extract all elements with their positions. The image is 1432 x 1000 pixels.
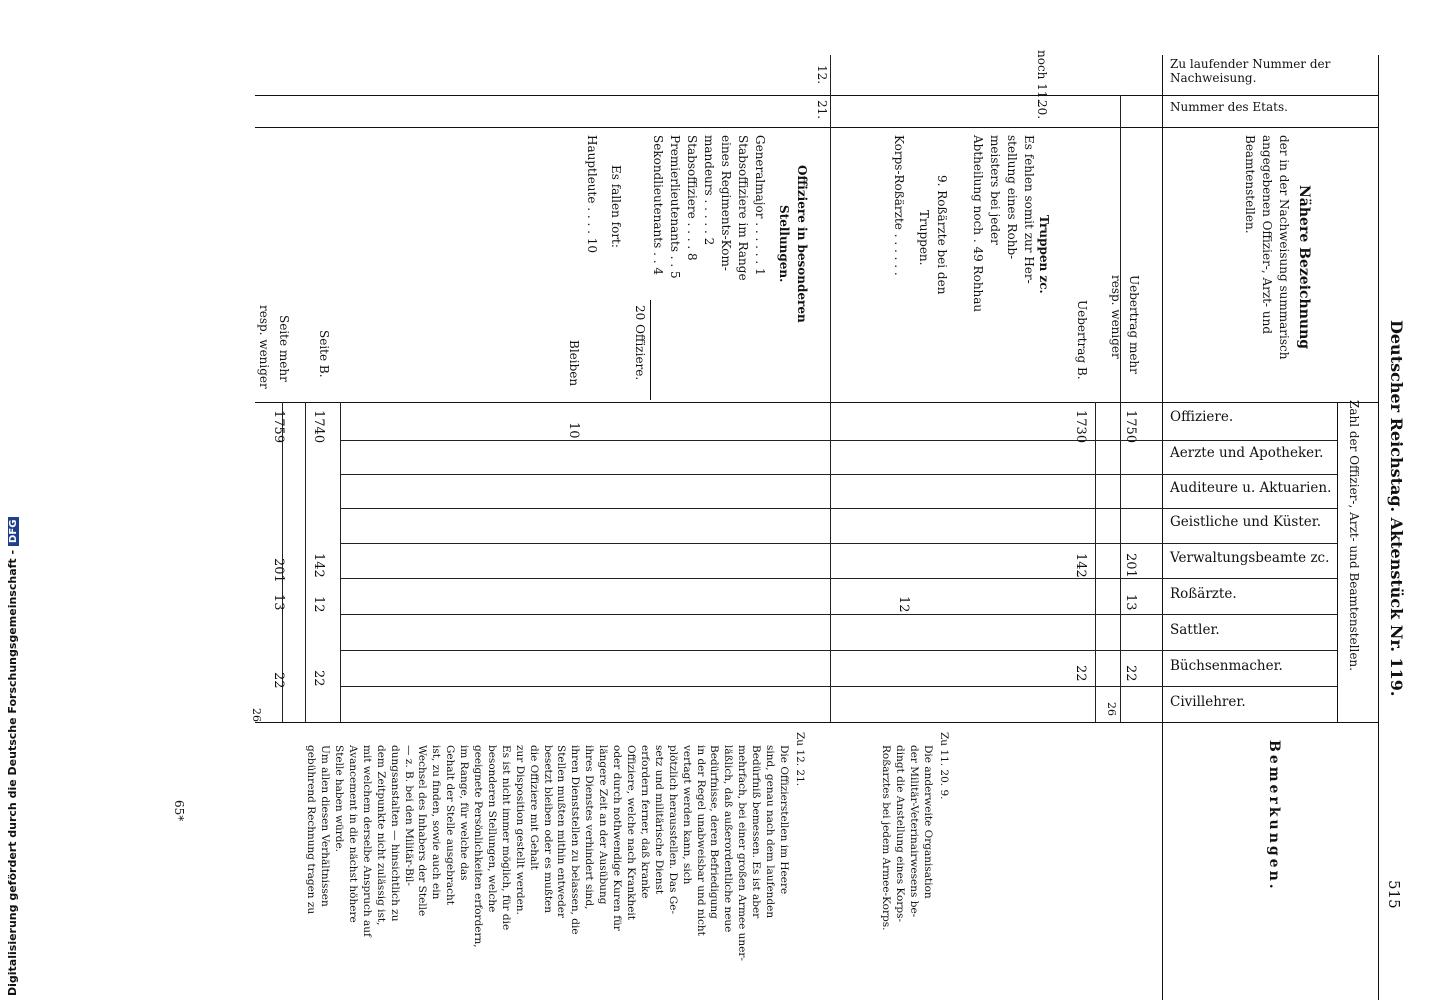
remark-line: gebührend Rechnung tragen zu — [305, 745, 318, 915]
remark-line: Gehalt der Stelle ausgebracht — [444, 745, 457, 905]
remark-line: mit welchem derselbe Anspruch auf — [360, 745, 373, 937]
vets-troops: 12 — [896, 596, 911, 613]
remark-line: der Militär-Veterinairwesens be- — [908, 745, 920, 918]
remark-2-body — [303, 745, 790, 961]
officers-b: 1730 — [1073, 410, 1088, 444]
remark-line: Stellen mußten mithin entweder — [555, 745, 568, 919]
officers-sum-more: 1759 — [271, 410, 286, 444]
archive-stamp: 65* — [172, 800, 186, 822]
troops-title: Truppen zc. — [1037, 215, 1051, 294]
row-vets: Roßärzte. — [1170, 586, 1237, 602]
sum-more-label: Seite mehr — [277, 315, 291, 382]
remark-1: Zu 11. 20. 9. — [938, 732, 950, 800]
admin-carry: 201 — [1123, 553, 1138, 578]
row-rule-etat — [255, 95, 1162, 96]
remark-line: Es ist nicht immer möglich, für die — [499, 745, 512, 931]
row-rule-remarks — [255, 722, 1378, 723]
remark-line: ihres Dienstes verhindert sind, — [583, 745, 596, 910]
row-saddlers: Sattler. — [1170, 622, 1220, 638]
officers-sum-b: 1740 — [311, 410, 326, 444]
nr-c: 12. — [815, 65, 829, 85]
sum-less-label: resp. weniger — [257, 305, 271, 389]
teachers-carry: 26 — [1105, 702, 1118, 716]
remark-line: in der Regel unabweisbar und nicht — [694, 745, 707, 936]
group-header-scan: Zahl der Offizier-, Arzt- und Beamtenstellen. — [1347, 400, 1361, 671]
remark-line: vertagt werden kann, sich — [680, 745, 693, 885]
remark-line: die Offiziere mit Gehalt — [527, 745, 540, 870]
page-number-scan: 515 — [1385, 880, 1403, 909]
remark-line: dem Zeitpunkte nicht zulässig ist, — [374, 745, 387, 926]
row-doctors: Aerzte und Apotheker. — [1170, 445, 1324, 461]
row-officers: Offiziere. — [1170, 409, 1234, 425]
remark-line: erfordern ferner, daß kranke — [638, 745, 651, 899]
scan-view: Zu laufender Nummer der Nachweisung. Nummer des Etats. Offiziere. Aerzte und Apotheker. Auditeure u. Aktuarien. Geistliche und Küster. Verwaltungsbeamte zc. Roßärzte. Sattler. Büchsenmacher. Civillehrer. Deutscher Reichstag. Aktenstück Nr. 119. 515 Zahl der Offizier-, Arzt- und Beamtenstellen. Bemerkungen. Nähere Bezeichnung der in der Nachweisung summarisch angegebenen Offizier-, Arzt- und Beamtenstellen. noch 11. 20. 12. 21. Uebertrag mehr resp. weniger Uebertrag B. Truppen zc. Es fehlen somit zur Her- stellung eines Rohb- meisters bei jeder Abtheilung noch . 49 Rohhau 9. Roßärzte bei den Truppen. Korps-Roßärzte . . . . . . Offiziere in besonderen Stellungen. Generalmajor . . . . . . 1 Stabsoffiziere im Range eines Regiments-Kom- mandeurs . . . . . 2 Stabsoffiziere . . . . 8 Premierlieutenants . . 5 Sekondlieutenants . . 4 20 Offiziere. Es fallen fort: Hauptleute . . . . 10 Bleiben Seite B. Seite mehr resp. weniger 1750 1730 10 1740 1759 201 142 142 201 13 12 12 13 22 22 22 22 26 26 Zu 11. 20. 9. Die anderweite Organisation der Militär-Veterinairwesens be- dingt die Anstellung eines Korps- Roßarztes bei jedem Armee-Korps. Zu 12. 21. Die Offizierstellen im Heere sind, genau nach dem laufenden Bedürfniß bemessen. Es ist aber mehrfach, bei einer großen Armee uner- läßlich, daß außerordentliche neue Bedürfnisse, deren Befriedigung in der Regel unabweisbar und nicht vertagt werden kann, sich plötzlich herausstellen. Das Ge- setz und militärische Dienst erfordern ferner, daß kranke Offiziere, welche nach Krankheit oder durch nothwendige Kuren für längere Zeit an der Ausübung ihres Dienstes verhindert sind, ihren Dienststellen zu belassen, die Stellen mußten mithin entweder besetzt bleiben oder es mußten die Offiziere mit Gehalt zur Disposition gestellt werden. Es ist nicht immer möglich, für die besonderen Stellungen, welche geeignete Persönlichkeiten erfordern, im Range, für welche das Gehalt der Stelle ausgebracht ist, zu finden, sowie auch ein Wechsel des Inhabers der Stelle — z. B. bei den Militär-Bil- dungsanstalten — hinsichtlich zu dem Zeitpunkte nicht zulässig ist, mit welchem derselbe Anspruch auf Avancement in die nächst höhere Stelle haben würde. Um allen diesen Verhältnissen gebührend Rechnung tragen zu 65* — [0, 0, 1432, 1000]
row-clergy: Geistliche und Küster. — [1170, 514, 1322, 530]
remark-line: Offiziere, welche nach Krankheit — [625, 745, 638, 920]
remark-line: mehrfach, bei einer großen Armee uner- — [736, 745, 749, 961]
officers-title: Offiziere in besonderen — [795, 165, 809, 323]
etat-nr-header-scan: Nummer des Etats. — [1170, 100, 1288, 114]
vets-sum-more: 13 — [271, 594, 286, 611]
remark-line: oder durch nothwendige Kuren für — [611, 745, 624, 931]
remark-line: zur Disposition gestellt werden. — [513, 745, 526, 915]
remark-line: Die anderweite Organisation — [922, 745, 934, 899]
right-edge — [1378, 55, 1379, 1000]
remarks-header: Bemerkungen. — [1266, 740, 1282, 892]
vets-carry: 13 — [1123, 594, 1138, 611]
remark-line: im Range, für welche das — [458, 745, 471, 881]
admin-sum-more: 201 — [271, 558, 286, 583]
lfd-nr-header: Zu laufender Nummer der Nachweisung. — [1170, 57, 1331, 85]
row-gunsmiths: Büchsenmacher. — [1170, 658, 1283, 674]
nr-d: 21. — [815, 100, 829, 120]
gun-b: 22 — [1073, 665, 1088, 682]
admin-b: 142 — [1073, 553, 1088, 578]
remark-line: dungsanstalten — hinsichtlich zu — [388, 745, 401, 922]
row-auditors: Auditeure u. Aktuarien. — [1170, 480, 1332, 496]
row-rule-designation — [255, 127, 1378, 128]
group-divider — [1337, 402, 1338, 722]
remark-line: Wechsel des Inhabers der Stelle — [416, 745, 429, 917]
teachers-sum-more: 26 — [250, 708, 263, 722]
nr-b: 20. — [1035, 100, 1049, 120]
remark-line: läßlich, daß außerordentliche neue — [722, 745, 735, 933]
remark-line: — z. B. bei den Militär-Bil- — [402, 745, 415, 886]
remark-line: Bedürfniß bemessen. Es ist aber — [750, 745, 763, 919]
vets-sum-b: 12 — [311, 596, 326, 613]
remark-line: Stelle haben würde. — [333, 745, 345, 852]
remark-line: Um allen diesen Verhältnissen — [319, 745, 332, 907]
row-rule-numbers — [255, 402, 1378, 403]
carry-label-2: resp. weniger — [1109, 275, 1123, 359]
document-title-scan: Deutscher Reichstag. Aktenstück Nr. 119. — [1387, 320, 1406, 697]
remark-line: Avancement in die nächst höhere — [346, 745, 359, 923]
dfg-logo: DFG — [8, 517, 19, 546]
gun-carry: 22 — [1123, 665, 1138, 682]
carry-label-1: Uebertrag mehr — [1127, 275, 1141, 374]
remark-line: sind, genau nach dem laufenden — [764, 745, 777, 919]
remark-line: setz und militärische Dienst — [652, 745, 665, 895]
row-admin: Verwaltungsbeamte zc. — [1170, 550, 1330, 566]
vets-line-3: Korps-Roßärzte . . . . . . — [892, 135, 906, 276]
admin-sum-b: 142 — [311, 553, 326, 578]
remark-line: längere Zeit an der Ausübung — [597, 745, 610, 905]
gun-sum-more: 22 — [271, 672, 286, 689]
remark-line: besetzt bleiben oder es mußten — [541, 745, 554, 914]
remark-line: ist, zu finden, sowie auch ein — [430, 745, 443, 900]
officers-remain: 10 — [566, 422, 581, 439]
carry-b-label: Uebertrag B. — [1075, 300, 1089, 380]
gun-sum-b: 22 — [311, 670, 326, 687]
remark-line: geeignete Persönlichkeiten erfordern, — [472, 745, 485, 948]
remark-line: plötzlich herausstellen. Das Ge- — [666, 745, 679, 914]
remark-line: Die Offizierstellen im Heere — [778, 745, 790, 895]
designation-sub: der in der Nachweisung summarisch angegebenen Offizier-, Arzt- und Beamtenstellen. — [1243, 135, 1291, 360]
officers-carry: 1750 — [1123, 410, 1138, 444]
vets-line-2: Truppen. — [917, 210, 931, 266]
nr-a: noch 11. — [1035, 50, 1049, 103]
remark-line: Roßarztes bei jedem Armee-Korps. — [880, 745, 892, 931]
remark-1-body — [879, 745, 935, 930]
row-teachers: Civillehrer. — [1170, 694, 1246, 710]
remark-line: Bedürfnisse, deren Befriedigung — [708, 745, 721, 919]
remark-line: ihren Dienststellen zu belassen, die — [569, 745, 582, 935]
remark-2: Zu 12. 21. — [794, 732, 806, 787]
sum-b-label: Seite B. — [317, 330, 331, 378]
remark-line: besonderen Stellungen, welche — [485, 745, 498, 913]
vets-line-1: 9. Roßärzte bei den — [935, 175, 949, 295]
left-col-divider — [1162, 55, 1163, 1000]
remark-line: dingt die Anstellung eines Korps- — [894, 745, 906, 923]
digitization-credit: Digitalisierung gefördert durch die Deutsche Forschungsgemeinschaft -DFG — [6, 517, 19, 996]
designation-title-scan: Nähere Bezeichnung — [1296, 185, 1312, 350]
